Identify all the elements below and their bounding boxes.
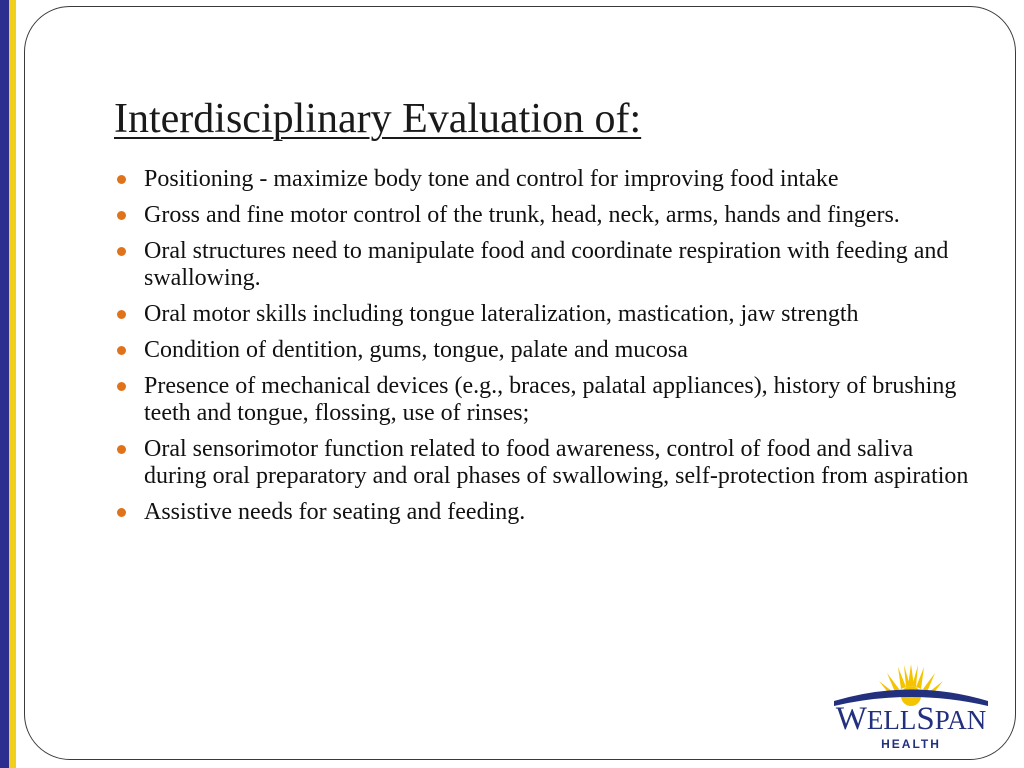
bullet-item [114, 202, 974, 229]
bullet-item [114, 337, 974, 364]
wellspan-logo [826, 656, 996, 756]
bullet-text: Gross and fine motor control of the trunk, head, neck, arms, hands and fingers. [144, 202, 900, 228]
bullet-text: Positioning - maximize body tone and control for improving food intake [144, 166, 839, 192]
bullet-text: Oral motor skills including tongue lateralization, mastication, jaw strength [144, 301, 859, 327]
left-stripe-gold [9, 0, 16, 768]
left-stripe-blue [0, 0, 9, 768]
bullet-item [114, 238, 974, 292]
bullet-text: Oral sensorimotor function related to food awareness, control of food and saliva during oral preparatory and oral phases of swallowing, self-protection from aspiration [144, 436, 969, 489]
bullet-item [114, 301, 974, 328]
logo-subtitle: HEALTH [881, 737, 941, 751]
bullet-text: Assistive needs for seating and feeding. [144, 499, 526, 525]
bullet-dot-icon [117, 346, 126, 355]
bullet-dot-icon [117, 211, 126, 220]
logo-wordmark: WELLSPAN [835, 701, 987, 737]
bullet-list [114, 166, 974, 535]
bullet-item [114, 373, 974, 427]
bullet-item [114, 166, 974, 193]
bullet-dot-icon [117, 175, 126, 184]
bullet-text: Condition of dentition, gums, tongue, palate and mucosa [144, 337, 688, 363]
rising-sun-icon [826, 656, 996, 706]
bullet-dot-icon [117, 382, 126, 391]
bullet-dot-icon [117, 310, 126, 319]
bullet-text: Presence of mechanical devices (e.g., braces, palatal appliances), history of brushing teeth and tongue, flossing, use of rinses; [144, 373, 957, 426]
bullet-dot-icon [117, 508, 126, 517]
bullet-text: Oral structures need to manipulate food and coordinate respiration with feeding and swallowing. [144, 238, 949, 291]
slide-title: Interdisciplinary Evaluation of: [114, 96, 642, 142]
bullet-dot-icon [117, 445, 126, 454]
bullet-item [114, 499, 974, 526]
bullet-dot-icon [117, 247, 126, 256]
bullet-item [114, 436, 974, 490]
